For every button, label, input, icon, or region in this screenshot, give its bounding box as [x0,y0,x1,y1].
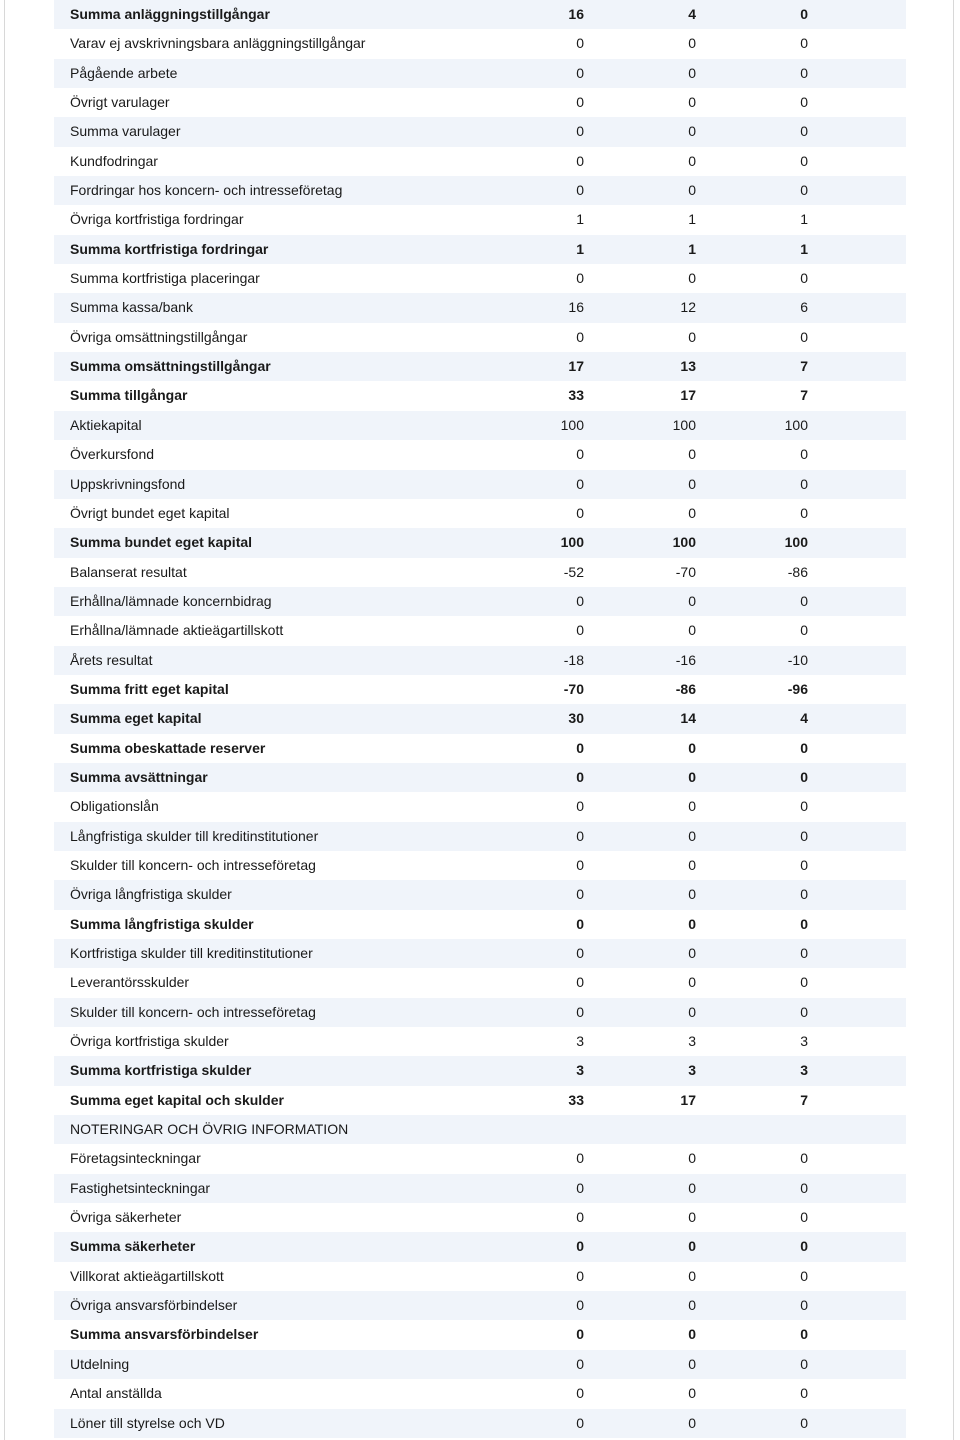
row-value-2: 0 [688,446,696,463]
row-label: Obligationslån [70,798,159,815]
row-value-3: 0 [800,768,808,785]
table-row [54,1379,906,1408]
row-value-2: 1 [688,240,696,257]
row-label: Årets resultat [70,651,153,668]
row-value-1: 0 [576,504,584,521]
row-label: Kortfristiga skulder till kreditinstitutioner [70,945,313,961]
table-row [54,117,906,146]
row-value-1: 0 [576,1238,584,1255]
table-row [54,1174,906,1203]
row-value-3: 0 [800,475,808,492]
row-value-2: 0 [688,182,696,199]
row-value-3: 0 [800,328,808,345]
table-row [54,1056,906,1085]
row-label: Övriga omsättningstillgångar [70,328,248,345]
table-row [54,851,906,880]
row-label: Summa säkerheter [70,1238,196,1255]
row-value-3: 0 [800,886,808,903]
row-value-2: 0 [688,1355,696,1372]
row-value-1: 0 [576,1355,584,1372]
row-label: Leverantörsskulder [70,974,190,991]
row-value-1: 16 [568,6,584,22]
row-value-3: 0 [800,64,808,81]
row-label: Aktiekapital [70,416,142,433]
table-row [54,558,906,587]
table-row [54,1144,906,1173]
row-value-2: 0 [688,1238,696,1255]
row-value-1: 0 [576,475,584,492]
row-value-1: 0 [576,1267,584,1284]
row-value-1: 0 [576,1209,584,1226]
row-value-3: 0 [800,739,808,756]
table-row [54,440,906,469]
row-label: Summa anläggningstillgångar [70,6,270,22]
row-label: Summa fritt eget kapital [70,680,229,697]
row-value-3: 7 [800,358,808,375]
row-value-3: 0 [800,1326,808,1343]
row-value-3: 3 [800,1033,808,1050]
row-label: Summa ansvarsförbindelser [70,1326,259,1343]
table-row [54,88,906,117]
row-value-3: 0 [800,1238,808,1255]
row-value-1: 33 [568,387,584,404]
row-label: Utdelning [70,1355,130,1372]
row-value-1: 16 [568,299,584,316]
row-value-2: -86 [675,680,696,697]
row-value-3: 100 [784,416,808,433]
row-label: Företagsinteckningar [70,1150,201,1167]
table-row [54,1027,906,1056]
row-value-2: 0 [688,974,696,991]
row-value-1: 0 [576,270,584,287]
row-value-2 [626,1115,696,1144]
row-value-1: 0 [576,1150,584,1167]
row-label: Summa bundet eget kapital [70,534,253,551]
row-value-3: -10 [787,651,808,668]
row-label: Övriga kortfristiga skulder [70,1033,229,1050]
row-value-1: 0 [576,1326,584,1343]
row-value-1: 0 [576,739,584,756]
row-value-2: 0 [688,945,696,961]
table-row [54,411,906,440]
row-value-1: 0 [576,1385,584,1402]
row-value-2: 0 [688,328,696,345]
table-row [54,1350,906,1379]
row-value-3: 0 [800,622,808,639]
table-row [54,1232,906,1261]
row-value-3: -96 [787,680,808,697]
table-row [54,880,906,909]
row-value-3: 3 [800,1062,808,1079]
row-value-1: 0 [576,592,584,609]
row-value-1: 0 [576,64,584,81]
table-row [54,763,906,792]
row-label: Fastighetsinteckningar [70,1179,211,1196]
table-row [54,704,906,733]
table-row [54,1262,906,1291]
row-label: Erhållna/lämnade koncernbidrag [70,592,272,609]
row-label: Summa kortfristiga skulder [70,1062,252,1079]
row-value-1: 0 [576,886,584,903]
row-value-2: 0 [688,270,696,287]
table-row [54,1409,906,1438]
row-value-1: 0 [576,1003,584,1020]
row-value-3: 0 [800,1003,808,1020]
row-value-3: 1 [800,240,808,257]
row-value-2: 0 [688,1326,696,1343]
row-value-2: 0 [688,1385,696,1402]
row-value-2: 100 [672,534,696,551]
row-label: Övriga säkerheter [70,1209,182,1226]
row-value-2: 0 [688,768,696,785]
row-value-2: 0 [688,64,696,81]
row-value-1: -52 [563,563,584,580]
row-value-2: 0 [688,1297,696,1314]
row-label: Summa kortfristiga placeringar [70,270,260,287]
row-label: Varav ej avskrivningsbara anläggningstillgångar [70,35,366,52]
table-row [54,998,906,1027]
row-label: Villkorat aktieägartillskott [70,1267,224,1284]
row-label: Summa kortfristiga fordringar [70,240,269,257]
table-row [54,499,906,528]
row-label: Långfristiga skulder till kreditinstitutioner [70,827,319,844]
row-value-1: 0 [576,182,584,199]
row-label: Övriga långfristiga skulder [70,886,232,903]
row-value-3 [738,1115,808,1144]
table-row [54,646,906,675]
row-label: Summa obeskattade reserver [70,739,266,756]
row-value-1: 17 [568,358,584,375]
table-row [54,1203,906,1232]
row-label: Skulder till koncern- och intresseföretag [70,856,316,873]
row-value-3: 0 [800,6,808,22]
row-value-2: 0 [688,1003,696,1020]
row-value-1: -18 [563,651,584,668]
row-label: Uppskrivningsfond [70,475,186,492]
table-row [54,264,906,293]
row-value-1: 0 [576,35,584,52]
row-value-1 [514,1115,584,1144]
row-value-2: -70 [675,563,696,580]
row-value-2: 17 [680,1091,696,1108]
row-label: Antal anställda [70,1385,162,1402]
row-value-3: 1 [800,211,808,228]
row-value-1: 3 [576,1062,584,1079]
row-label: Summa eget kapital [70,710,202,727]
row-value-1: 0 [576,798,584,815]
row-value-2: 0 [688,94,696,111]
table-row [54,293,906,322]
table-row [54,1086,906,1115]
row-label: Erhållna/lämnade aktieägartillskott [70,622,284,639]
row-value-3: 0 [800,974,808,991]
row-label: Pågående arbete [70,64,178,81]
table-row [54,59,906,88]
row-label: Summa omsättningstillgångar [70,358,271,375]
row-value-2: 100 [672,416,696,433]
row-value-1: 0 [576,94,584,111]
row-value-3: 0 [800,123,808,140]
row-value-1: 100 [560,534,584,551]
row-value-2: 0 [688,1414,696,1431]
row-value-1: 1 [576,240,584,257]
row-value-1: 1 [576,211,584,228]
row-value-3: 0 [800,798,808,815]
table-row [54,1115,906,1144]
row-value-3: 0 [800,1150,808,1167]
row-value-2: 0 [688,1267,696,1284]
row-label: Summa långfristiga skulder [70,915,254,932]
table-row [54,587,906,616]
table-row [54,968,906,997]
table-row [54,675,906,704]
row-label: Summa avsättningar [70,768,208,785]
row-value-1: 0 [576,328,584,345]
row-value-3: 0 [800,592,808,609]
row-value-1: 0 [576,622,584,639]
row-value-2: 0 [688,886,696,903]
row-value-1: 0 [576,915,584,932]
table-row [54,381,906,410]
row-value-3: 0 [800,182,808,199]
row-value-3: 0 [800,856,808,873]
row-value-3: 0 [800,1179,808,1196]
row-value-2: 14 [680,710,696,727]
row-value-2: 0 [688,592,696,609]
table-row [54,470,906,499]
row-value-1: 33 [568,1091,584,1108]
row-value-1: 0 [576,123,584,140]
table-row [54,939,906,968]
row-value-3: 0 [800,94,808,111]
row-value-3: 0 [800,827,808,844]
table-row [54,528,906,557]
row-value-2: 3 [688,1033,696,1050]
row-label: Fordringar hos koncern- och intresseföretag [70,182,343,199]
row-value-1: 0 [576,768,584,785]
table-row [54,0,906,29]
row-value-3: 0 [800,1209,808,1226]
table-row [54,323,906,352]
row-value-3: 0 [800,504,808,521]
row-value-2: 0 [688,856,696,873]
table-row [54,1320,906,1349]
table-row [54,29,906,58]
row-value-3: 0 [800,915,808,932]
row-label: Löner till styrelse och VD [70,1414,225,1431]
row-value-2: 0 [688,827,696,844]
row-value-2: 0 [688,123,696,140]
row-label: Övriga kortfristiga fordringar [70,211,244,228]
row-value-2: 17 [680,387,696,404]
row-value-2: 13 [680,358,696,375]
row-value-1: -70 [563,680,584,697]
row-label: Skulder till koncern- och intresseföretag [70,1003,316,1020]
row-label: Balanserat resultat [70,563,187,580]
row-value-1: 0 [576,1179,584,1196]
row-value-2: 0 [688,1150,696,1167]
row-value-3: 0 [800,446,808,463]
row-value-2: 0 [688,915,696,932]
table-row [54,734,906,763]
row-value-1: 0 [576,152,584,169]
row-value-1: 3 [576,1033,584,1050]
balance-sheet-table [54,0,906,1438]
row-value-3: 0 [800,1414,808,1431]
row-value-3: 6 [800,299,808,316]
table-row [54,792,906,821]
row-value-3: 0 [800,152,808,169]
row-value-3: 0 [800,1267,808,1284]
row-value-2: 12 [680,299,696,316]
row-value-3: 0 [800,1297,808,1314]
row-value-2: 4 [688,6,696,22]
row-value-3: 100 [784,534,808,551]
table-row [54,205,906,234]
row-value-2: 0 [688,504,696,521]
row-label: Summa varulager [70,123,181,140]
row-value-2: -16 [675,651,696,668]
row-label: Övrigt bundet eget kapital [70,504,230,521]
row-label: Övrigt varulager [70,94,170,111]
row-value-1: 0 [576,974,584,991]
table-row [54,352,906,381]
row-value-3: 0 [800,1355,808,1372]
row-value-2: 0 [688,622,696,639]
row-value-2: 3 [688,1062,696,1079]
row-value-1: 30 [568,710,584,727]
row-label: Övriga ansvarsförbindelser [70,1297,238,1314]
row-label: Kundfodringar [70,152,158,169]
row-label: Överkursfond [70,446,155,463]
row-value-1: 0 [576,827,584,844]
row-value-2: 0 [688,35,696,52]
row-value-1: 0 [576,446,584,463]
row-label: Summa kassa/bank [70,299,193,316]
row-label: NOTERINGAR OCH ÖVRIG INFORMATION [70,1121,349,1138]
row-value-2: 0 [688,739,696,756]
row-value-3: -86 [787,563,808,580]
row-value-3: 0 [800,1385,808,1402]
table-row [54,822,906,851]
row-value-3: 7 [800,387,808,404]
row-value-1: 0 [576,856,584,873]
row-value-2: 0 [688,1179,696,1196]
row-value-1: 0 [576,1414,584,1431]
table-row [54,147,906,176]
table-row [54,235,906,264]
table-row [54,176,906,205]
row-value-1: 0 [576,1297,584,1314]
row-value-2: 0 [688,152,696,169]
row-value-2: 1 [688,211,696,228]
row-value-2: 0 [688,798,696,815]
row-label: Summa eget kapital och skulder [70,1091,284,1108]
table-row [54,1291,906,1320]
row-value-3: 7 [800,1091,808,1108]
row-value-1: 100 [560,416,584,433]
row-value-1: 0 [576,945,584,961]
row-value-2: 0 [688,475,696,492]
row-label: Summa tillgångar [70,387,188,404]
table-row [54,616,906,645]
row-value-3: 0 [800,945,808,961]
row-value-3: 0 [800,35,808,52]
row-value-2: 0 [688,1209,696,1226]
row-value-3: 4 [800,710,808,727]
row-value-3: 0 [800,270,808,287]
table-row [54,910,906,939]
